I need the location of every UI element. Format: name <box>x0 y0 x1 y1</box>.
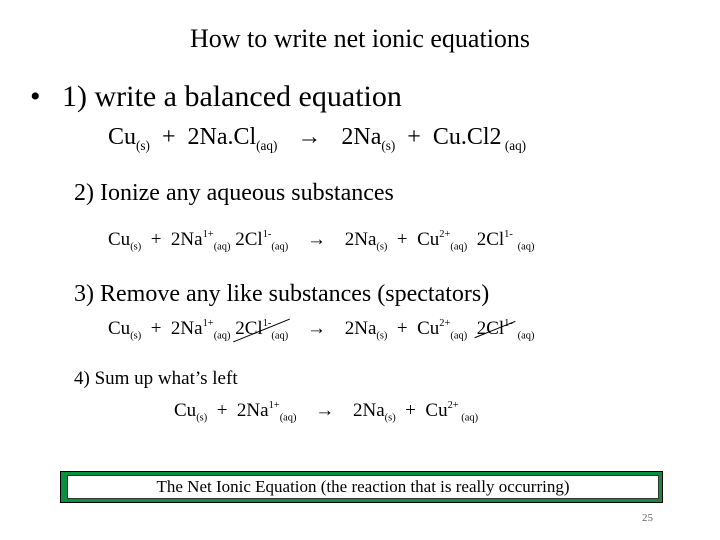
arrow-icon: → <box>315 400 335 421</box>
slide-title: How to write net ionic equations <box>189 24 531 53</box>
arrow-icon: → <box>306 318 326 339</box>
balanced-equation: $Cu_{(s)} + 2Na.Cl_{(aq)} \to 2Na_{(s)} + Cu.Cl2$ $_{(aq)}$ <box>108 124 527 153</box>
step-1-heading <box>30 80 402 114</box>
net-ionic-equation: $Cu_{(s)} + 2Na^{1+}_{(aq)} \to 2Na_{(s)} + Cu^{2+}$ $_{(aq)}$ <box>174 400 479 424</box>
arrow-icon: → <box>297 124 322 150</box>
struck-spectator-cl-left: $2Cl^{1-}_{(aq)}$ <box>235 318 289 342</box>
step-2-label: 2) Ionize any aqueous substances <box>74 180 394 206</box>
step-3-label: 3) Remove any like substances (spectators) <box>74 281 490 307</box>
spectator-equation: $Cu_{(s)} + 2Na^{1+}_{(aq)}$ $2Cl^{1-}_{(aq)}$ → $2Na_{(s)} + Cu^{2+}_{(aq)}$ $2Cl^{1-}$ $_{(aq)}$ <box>108 318 535 342</box>
step-1-label: 1) write a balanced equation <box>62 80 402 113</box>
bullet-icon: • <box>30 80 41 113</box>
page-number: 25 <box>642 512 653 524</box>
struck-spectator-cl-right: $2Cl^{1-}$ <box>477 318 513 340</box>
net-ionic-banner <box>60 471 663 503</box>
arrow-icon: → <box>306 229 326 250</box>
banner-text: The Net Ionic Equation (the reaction that is really occurring) <box>67 475 659 499</box>
ionized-equation: $Cu_{(s)} + 2Na^{1+}_{(aq)}$ $2Cl^{1-}_{(aq)} \to 2Na_{(s)} + Cu^{2+}_{(aq)}$ $2Cl^{1-}$ $_{(aq)}$ <box>108 229 535 253</box>
step-4-label: 4) Sum up what’s left <box>74 368 238 389</box>
